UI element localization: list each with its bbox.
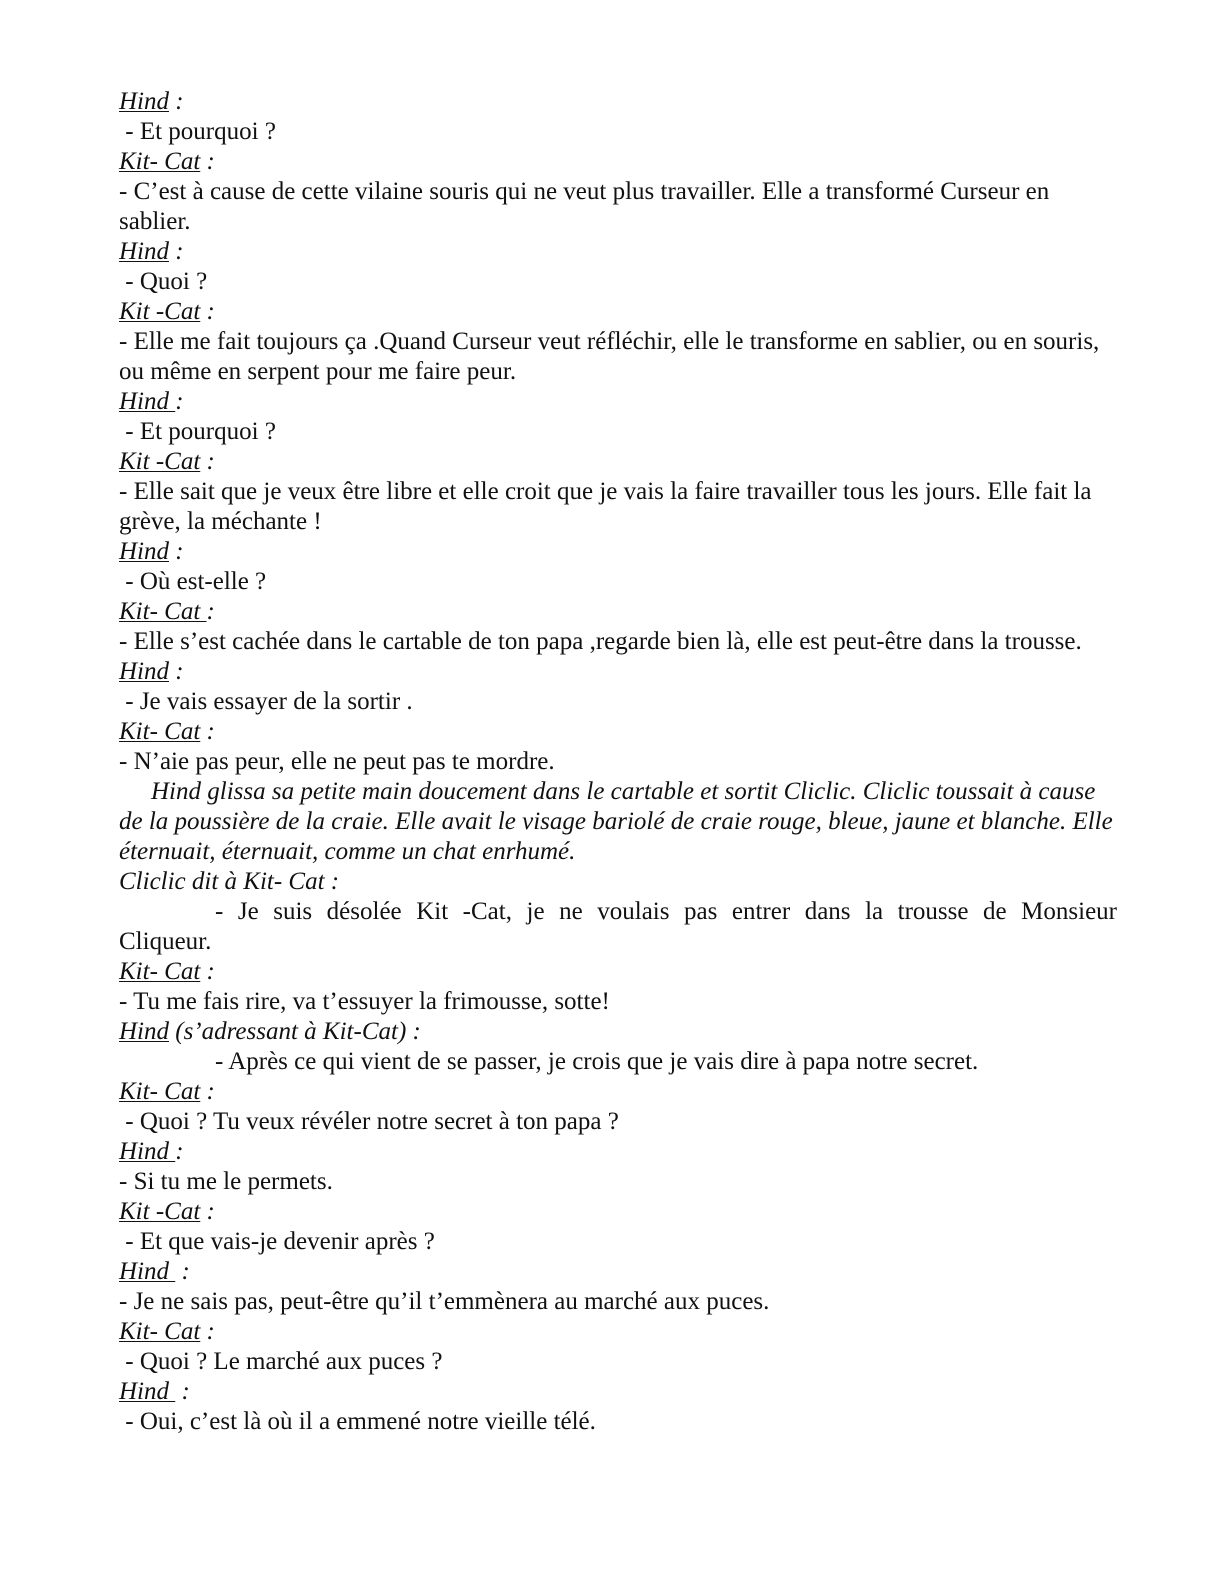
speaker-name: Kit- Cat [119,598,207,625]
speaker-line: Hind : [119,388,184,415]
speaker-line: Kit- Cat : [119,1078,215,1105]
speaker-line: Kit- Cat : [119,148,215,175]
narration-paragraph: Hind glissa sa petite main doucement dans le cartable et sortit Cliclic. Cliclic toussait à cause de la poussière de la craie. Elle avait le visage bariolé de craie rouge, bleue, jaune et blanche. Elle éternuait, éternuait, comme un chat enrhumé. [119,778,1113,865]
speech-line: - Où est-elle ? [119,568,267,595]
speaker-name: Kit- Cat [119,958,201,985]
speaker-name: Hind [119,1018,169,1045]
speaker-line: Kit- Cat : [119,718,215,745]
speaker-line: Hind : [119,1378,190,1405]
speaker-name: Kit- Cat [119,1078,201,1105]
speaker-name: Hind [119,538,169,565]
speech-line: - Je ne sais pas, peut-être qu’il t’emmènera au marché aux puces. [119,1288,770,1315]
speaker-name: Hind [119,88,169,115]
speaker-name: Hind [119,238,169,265]
speaker-name: Hind [119,388,176,415]
speaker-line: Kit- Cat : [119,1318,215,1345]
speaker-line: Kit- Cat : [119,958,215,985]
speech-line: - Si tu me le permets. [119,1168,333,1195]
speaker-line: Hind : [119,538,184,565]
speech-line: - Oui, c’est là où il a emmené notre vieille télé. [119,1408,596,1435]
speaker-line: Hind : [119,1258,190,1285]
speaker-line: Kit- Cat : [119,598,215,625]
speaker-line: Kit -Cat : [119,1198,215,1225]
speaker-line: Kit -Cat : [119,298,215,325]
speaker-line: Hind : [119,658,184,685]
dialogue-page [119,87,1117,1437]
speaker-line: Hind : [119,238,184,265]
speaker-name: Kit -Cat [119,298,201,325]
speaker-name: Kit- Cat [119,1318,201,1345]
narration-speaker-line: Cliclic dit à Kit- Cat : [119,868,340,895]
speaker-name: Kit- Cat [119,148,201,175]
speech-line: - Et que vais-je devenir après ? [119,1228,435,1255]
speech-line: - Quoi ? Le marché aux puces ? [119,1348,443,1375]
speaker-line: Hind (s’adressant à Kit-Cat) : [119,1018,421,1045]
speaker-line: Kit -Cat : [119,448,215,475]
speech-line: - Tu me fais rire, va t’essuyer la frimousse, sotte! [119,988,610,1015]
speaker-line: Hind : [119,88,184,115]
speech-line: - Quoi ? Tu veux révéler notre secret à ton papa ? [119,1108,619,1135]
speech-line-indented: - Je suis désolée Kit -Cat, je ne voulais pas entrer dans la trousse de Monsieur [215,898,1117,925]
speaker-name: Hind [119,1378,176,1405]
speaker-name: Hind [119,1138,176,1165]
speaker-name: Hind [119,658,169,685]
speech-line: - Je vais essayer de la sortir . [119,688,413,715]
speaker-name: Kit- Cat [119,718,201,745]
speaker-name: Kit -Cat [119,448,201,475]
speech-line: - Et pourquoi ? [119,118,276,145]
speech-line: - Elle s’est cachée dans le cartable de ton papa ,regarde bien là, elle est peut-être dans la trousse. [119,628,1082,655]
speech-line: Cliqueur. [119,928,212,955]
speech-line: - C’est à cause de cette vilaine souris qui ne veut plus travailler. Elle a transformé Curseur en sablier. [119,178,1050,235]
speech-line: - Quoi ? [119,268,208,295]
speaker-name: Hind [119,1258,176,1285]
speech-line-indented: - Après ce qui vient de se passer, je crois que je vais dire à papa notre secret. [215,1048,979,1075]
speaker-name: Kit -Cat [119,1198,201,1225]
speech-line: - Et pourquoi ? [119,418,276,445]
speech-line: - Elle sait que je veux être libre et elle croit que je vais la faire travailler tous les jours. Elle fait la grève, la méchante ! [119,478,1092,535]
speech-line: - N’aie pas peur, elle ne peut pas te mordre. [119,748,555,775]
speaker-line: Hind : [119,1138,184,1165]
speech-line: - Elle me fait toujours ça .Quand Curseur veut réfléchir, elle le transforme en sablier, ou en souris, ou même en serpent pour me faire peur. [119,328,1100,385]
